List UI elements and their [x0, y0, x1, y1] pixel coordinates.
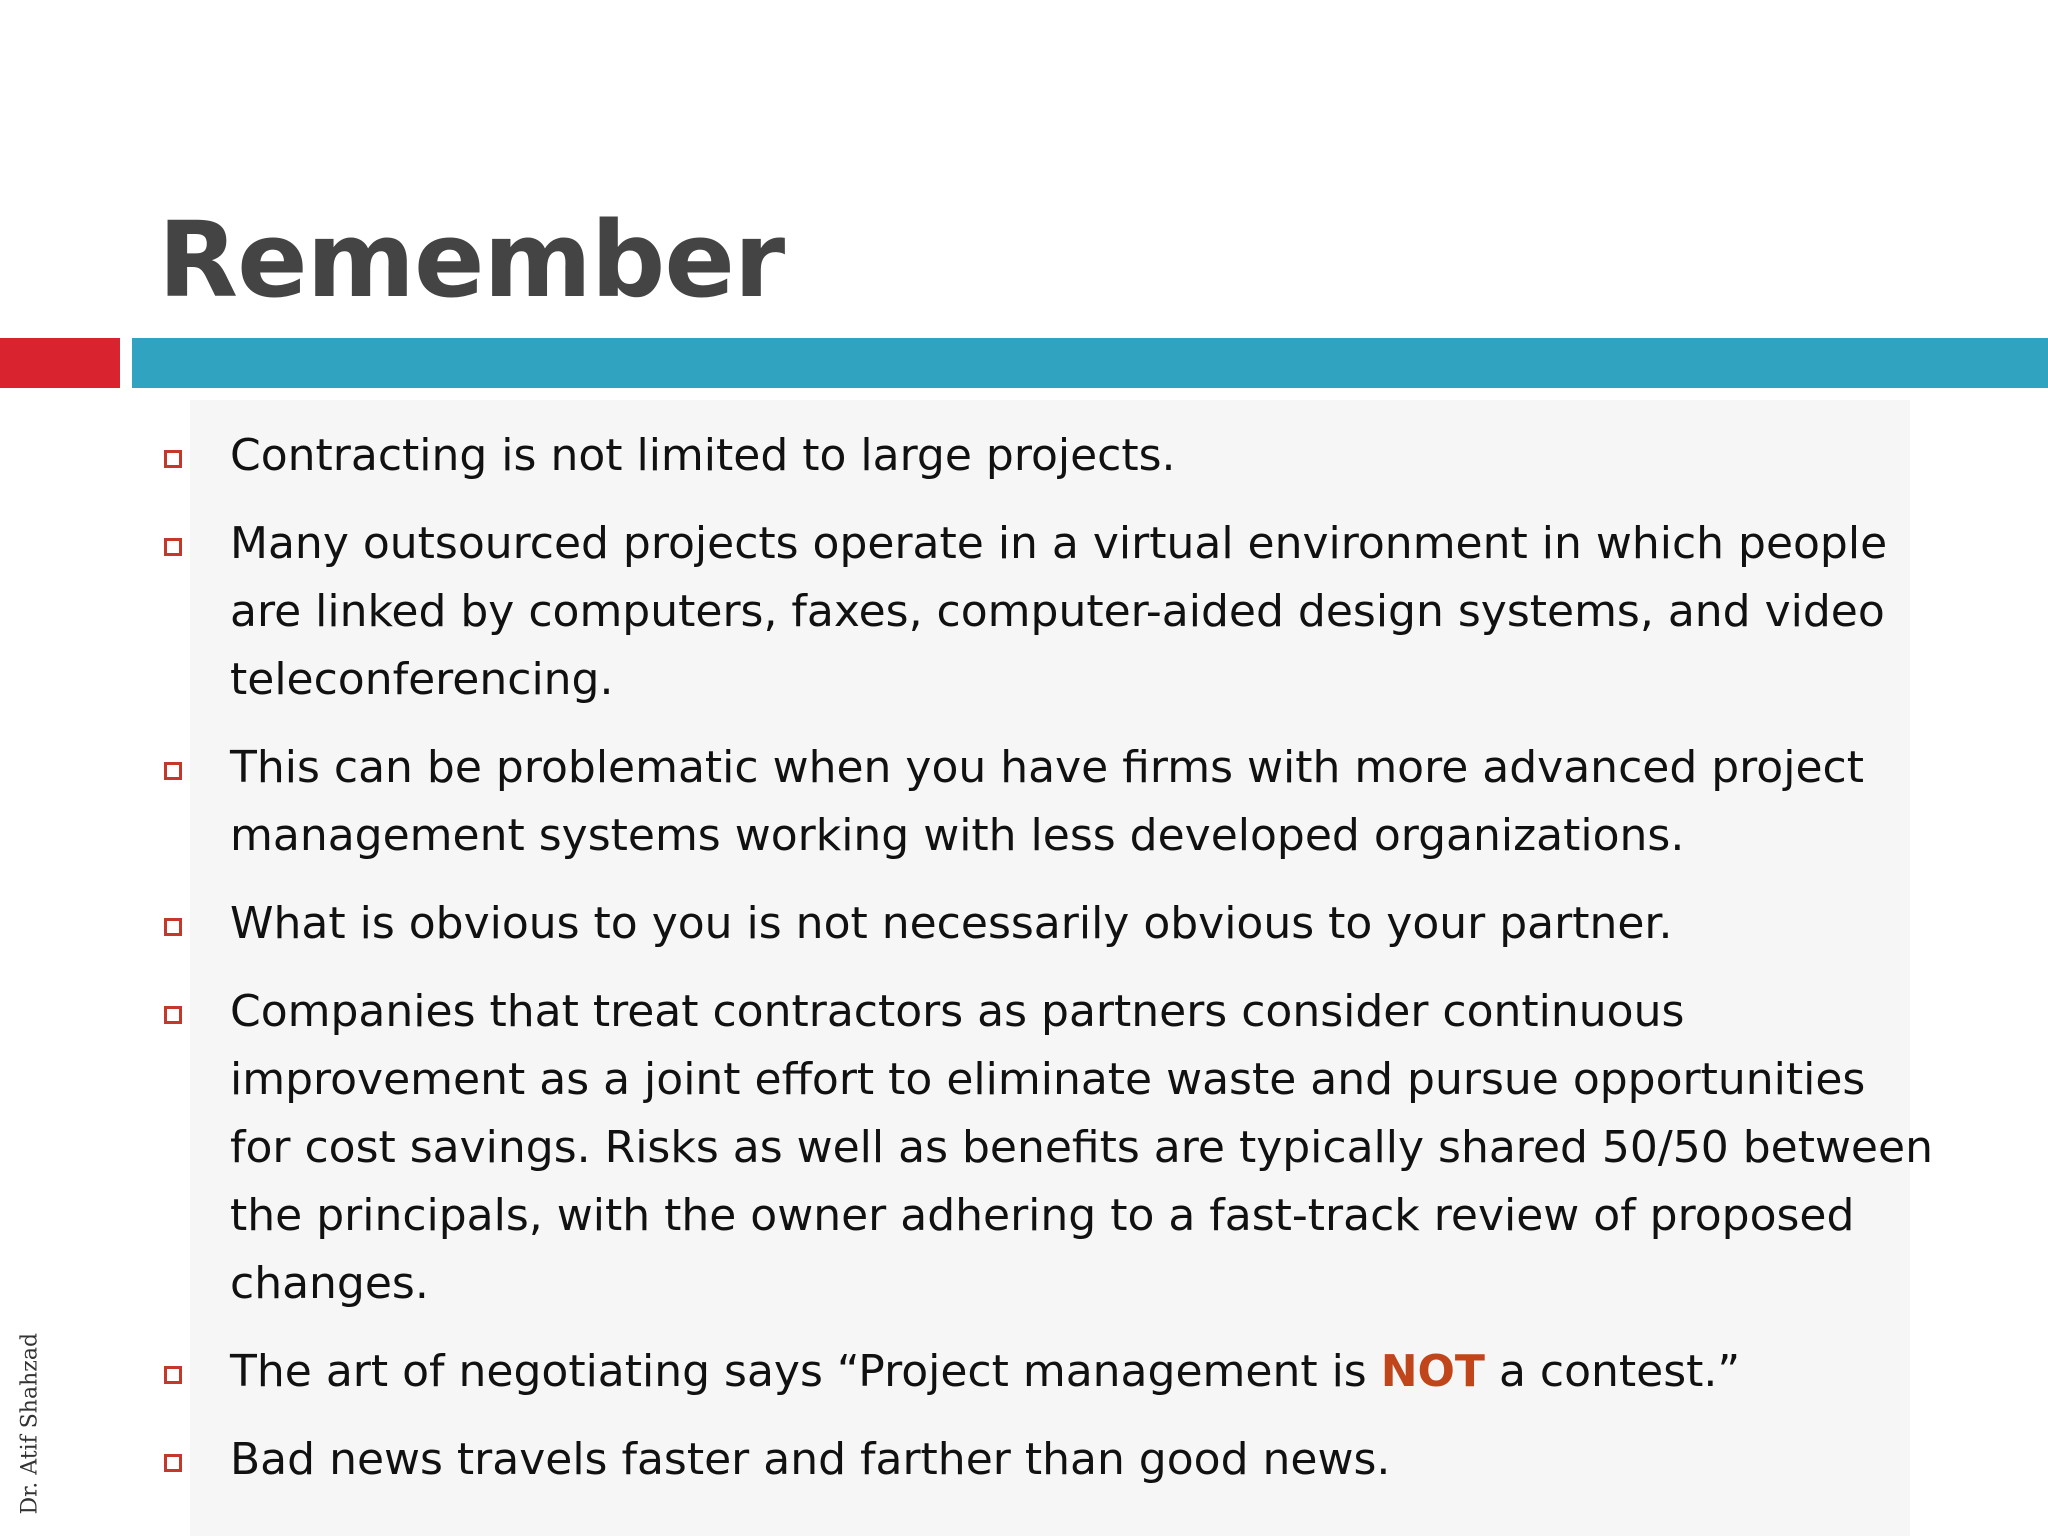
bullet-item	[158, 422, 1938, 490]
bullet-item-quote	[158, 1338, 1938, 1406]
square-bullet-icon	[164, 762, 182, 780]
bullet-item	[158, 734, 1938, 870]
bullet-text: What is obvious to you is not necessarily obvious to your partner.	[230, 898, 1673, 949]
bullet-text: This can be problematic when you have firms with more advanced project management systems working with less developed organizations.	[230, 742, 1864, 861]
bullet-text-before: The art of negotiating says “Project management is	[230, 1346, 1381, 1397]
bullet-text-after: a contest.”	[1484, 1346, 1741, 1397]
title-accent-bar-blue	[132, 338, 2048, 388]
bullet-item	[158, 1426, 1938, 1494]
bullet-item	[158, 510, 1938, 714]
square-bullet-icon	[164, 1006, 182, 1024]
square-bullet-icon	[164, 450, 182, 468]
bullet-list	[158, 422, 1938, 1514]
bullet-text: Companies that treat contractors as partners consider continuous improvement as a joint effort to eliminate waste and pursue opportunities for cost savings. Risks as well as benefits are typically shared 50/50 between the principals, with the owner adhering to a fast-track review of proposed changes.	[230, 986, 1933, 1309]
square-bullet-icon	[164, 1366, 182, 1384]
slide-title: Remember	[158, 199, 785, 321]
bullet-text: Many outsourced projects operate in a virtual environment in which people are linked by computers, faxes, computer-aided design systems, and video teleconferencing.	[230, 518, 1888, 705]
square-bullet-icon	[164, 538, 182, 556]
bullet-text: Bad news travels faster and farther than good news.	[230, 1434, 1391, 1485]
author-watermark: Dr. Atif Shahzad	[17, 1332, 43, 1515]
square-bullet-icon	[164, 918, 182, 936]
bullet-item	[158, 890, 1938, 958]
square-bullet-icon	[164, 1454, 182, 1472]
title-accent-bar-red	[0, 338, 120, 388]
bullet-text: Contracting is not limited to large projects.	[230, 430, 1176, 481]
bullet-item	[158, 978, 1938, 1318]
bullet-emphasis-not: NOT	[1380, 1346, 1485, 1397]
